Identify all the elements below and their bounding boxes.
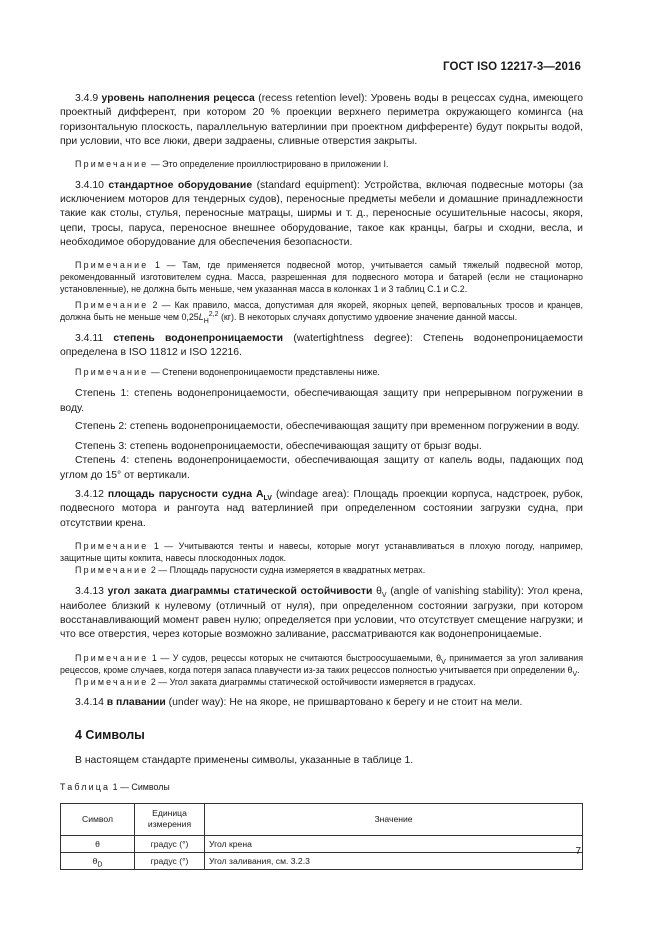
table-caption-label: Таблица	[60, 781, 111, 792]
defined-term: угол заката диаграммы статической остойчивости	[107, 586, 373, 598]
degree-1: Степень 1: степень водонепроницаемости, обеспечивающая защиту при непрерывном погружении в воду.	[60, 388, 583, 414]
note-label: Примечание	[75, 565, 149, 576]
definition-text: (standard equipment): Устройства, включая подвесные моторы (за исключением моторов для тендерных судов), переносные предметы мебели и домашние принадлежности такие как столы, стулья, переносные матрацы, ширмы и т. д., переносные осушительные насосы, якоря, цепи, тросы, паруса, переносное внешнее оборудование, такое как кранцы, багры и сходни, весла, и необходимое оборудование для обеспечения безопасности.	[60, 179, 584, 249]
note-label: Примечание	[75, 652, 149, 663]
symbol-subscript: V	[441, 658, 446, 666]
note-label: Примечание	[75, 158, 149, 169]
clause-number: 3.4.13	[75, 586, 104, 598]
note-label: Примечание	[75, 676, 149, 687]
note-label: Примечание	[75, 367, 149, 378]
term-symbol-subscript: LV	[263, 494, 272, 502]
clause-number: 3.4.10	[75, 179, 104, 191]
cell-meaning: Угол крена	[205, 835, 583, 852]
note-label: Примечание	[75, 259, 149, 270]
formula-exponent: 2,2	[208, 310, 219, 318]
note-label: Примечание	[75, 299, 149, 310]
cell-unit: градус (°)	[135, 835, 205, 852]
note-3-4-10-1	[60, 259, 583, 295]
header-unit: Единица измерения	[135, 803, 205, 835]
definition-text: (windage area): Площадь проекции корпуса, надстроек, рубок, подвесного мотора и рангоута над ватерлинией при определенном состоянии загрузки судна, при отсутствии крена.	[60, 488, 583, 529]
header-meaning: Значение	[205, 803, 583, 835]
definition-3-4-14	[60, 696, 583, 710]
note-text: принимается за угол заливания рецессов, кроме случаев, когда потеря запаса плавучести из-за таких рецессов полностью учитывается при определении θ	[60, 652, 583, 675]
note-text: .	[577, 664, 580, 675]
symbol-text: θ	[95, 838, 100, 849]
defined-term: степень водонепроницаемости	[113, 332, 284, 344]
note-text: 2 — Как правило, масса, допустимая для якорей, якорных цепей, верповальных тросов и кранцев, должна быть не меньше чем 0,25	[60, 299, 583, 322]
symbol-subscript: D	[97, 861, 103, 869]
table-header-row	[61, 803, 583, 835]
term-symbol: A	[256, 488, 264, 500]
page-number: 7	[575, 846, 581, 857]
cell-symbol	[61, 835, 135, 852]
note-label: Примечание	[75, 541, 149, 552]
note-text: — Степени водонепроницаемости представлены ниже.	[148, 367, 380, 378]
table-row	[61, 852, 583, 869]
note-3-4-13-2	[60, 676, 583, 688]
note-3-4-12-1	[60, 540, 583, 564]
symbol-subscript: V	[572, 670, 578, 678]
page-content	[60, 92, 583, 870]
table-caption	[60, 781, 583, 793]
clause-number: 3.4.12	[75, 488, 104, 500]
note-3-4-13-1	[60, 652, 583, 676]
defined-term: площадь парусности судна	[107, 488, 252, 500]
table-caption-text: 1 — Символы	[110, 781, 170, 792]
section-heading: 4 Символы	[75, 728, 145, 743]
definition-3-4-9	[60, 92, 583, 150]
note-text: 1 — Там, где применяется подвесной мотор, учитывается самый тяжелый подвесной мотор, рекомендованный изготовителем судна. Масса, разрешенная для подвесного мотора и батарей (если не стационарно установленные), не должна быть меньше, чем указанная масса в колонках 1 и 3 таблиц С.1 и С.2.	[60, 259, 583, 294]
note-3-4-10-2	[60, 299, 583, 323]
degree-3: Степень 3: степень водонепроницаемости, обеспечивающая защиту от брызг воды.	[75, 440, 482, 452]
defined-term: в плавании	[106, 696, 166, 708]
note-text: — Это определение проиллюстрировано в приложении I.	[148, 158, 389, 169]
section-intro: В настоящем стандарте применены символы, указанные в таблице 1.	[75, 755, 414, 767]
note-text: (кг). В некоторых случаях допустимо удвоение значение данной массы.	[218, 311, 518, 322]
term-symbol: θ	[376, 586, 382, 598]
formula-variable: L	[198, 311, 204, 322]
definition-text: (angle of vanishing stability): Угол крена, наиболее близкий к нулевому (отличный от нуля), при определенном состоянии загрузки, при котором восстанавливающий момент равен нулю; определяется при условии, что отсутствует смещение нагрузки; и что все отверстия, через которые возможно заливание, рассматриваются как водонепроницаемые.	[60, 586, 583, 641]
note-text: 1 — У судов, рецессы которых не считаются быстроосушаемыми, θ	[148, 652, 442, 663]
definition-text: (watertightness degree): Степень водонепроницаемости определена в ISO 11812 и ISO 12216.	[60, 332, 583, 359]
cell-symbol	[61, 852, 135, 869]
header-symbol: Символ	[61, 803, 135, 835]
clause-number: 3.4.14	[75, 696, 104, 708]
definition-3-4-13	[60, 585, 583, 643]
definition-3-4-11	[60, 332, 583, 361]
table-row	[61, 835, 583, 852]
degree-4: Степень 4: степень водонепроницаемости, обеспечивающая защиту от капель воды, падающих под углом до 15° от вертикали.	[60, 455, 583, 481]
symbol-text: θ	[92, 855, 98, 866]
note-text: 2 — Угол заката диаграммы статической остойчивости измеряется в градусах.	[148, 676, 476, 687]
clause-number: 3.4.11	[75, 332, 104, 344]
defined-term: уровень наполнения рецесса	[101, 93, 255, 104]
defined-term: стандартное оборудование	[108, 179, 253, 191]
definition-text: (recess retention level): Уровень воды в рецессах судна, имеющего проектный дифферент, при котором 20 % проекции верхнего периметра окружающего комингса (на горизонтальную плоскость, параллельную ватерлинии при проектном дифференте) будут покрыты водой, при условии, что все люки, двери задраены, сливные отверстия закрыты.	[60, 93, 583, 148]
formula-subscript: H	[203, 317, 209, 325]
definition-3-4-10	[60, 179, 583, 251]
clause-number: 3.4.9	[75, 93, 99, 104]
definition-3-4-12	[60, 488, 583, 531]
note-text: 1 — Учитываются тенты и навесы, которые могут устанавливаться в плохую погоду, например, защитные щиты кокпита, навесы плоскодонных лодок.	[60, 541, 583, 564]
note-text: 2 — Площадь парусности судна измеряется в квадратных метрах.	[148, 565, 426, 576]
note-3-4-9	[60, 158, 583, 170]
definition-text: (under way): Не на якоре, не пришвартовано к берегу и не стоит на мели.	[165, 696, 523, 708]
standard-header: ГОСТ ISO 12217-3—2016	[443, 61, 581, 73]
cell-unit: градус (°)	[135, 852, 205, 869]
symbols-table	[60, 803, 583, 870]
degree-2: Степень 2: степень водонепроницаемости, обеспечивающая защиту при временном погружении в воду.	[75, 421, 580, 433]
term-symbol-subscript: V	[381, 592, 387, 600]
note-3-4-12-2	[60, 564, 583, 576]
cell-meaning: Угол заливания, см. 3.2.3	[205, 852, 583, 869]
note-3-4-11	[60, 366, 583, 378]
